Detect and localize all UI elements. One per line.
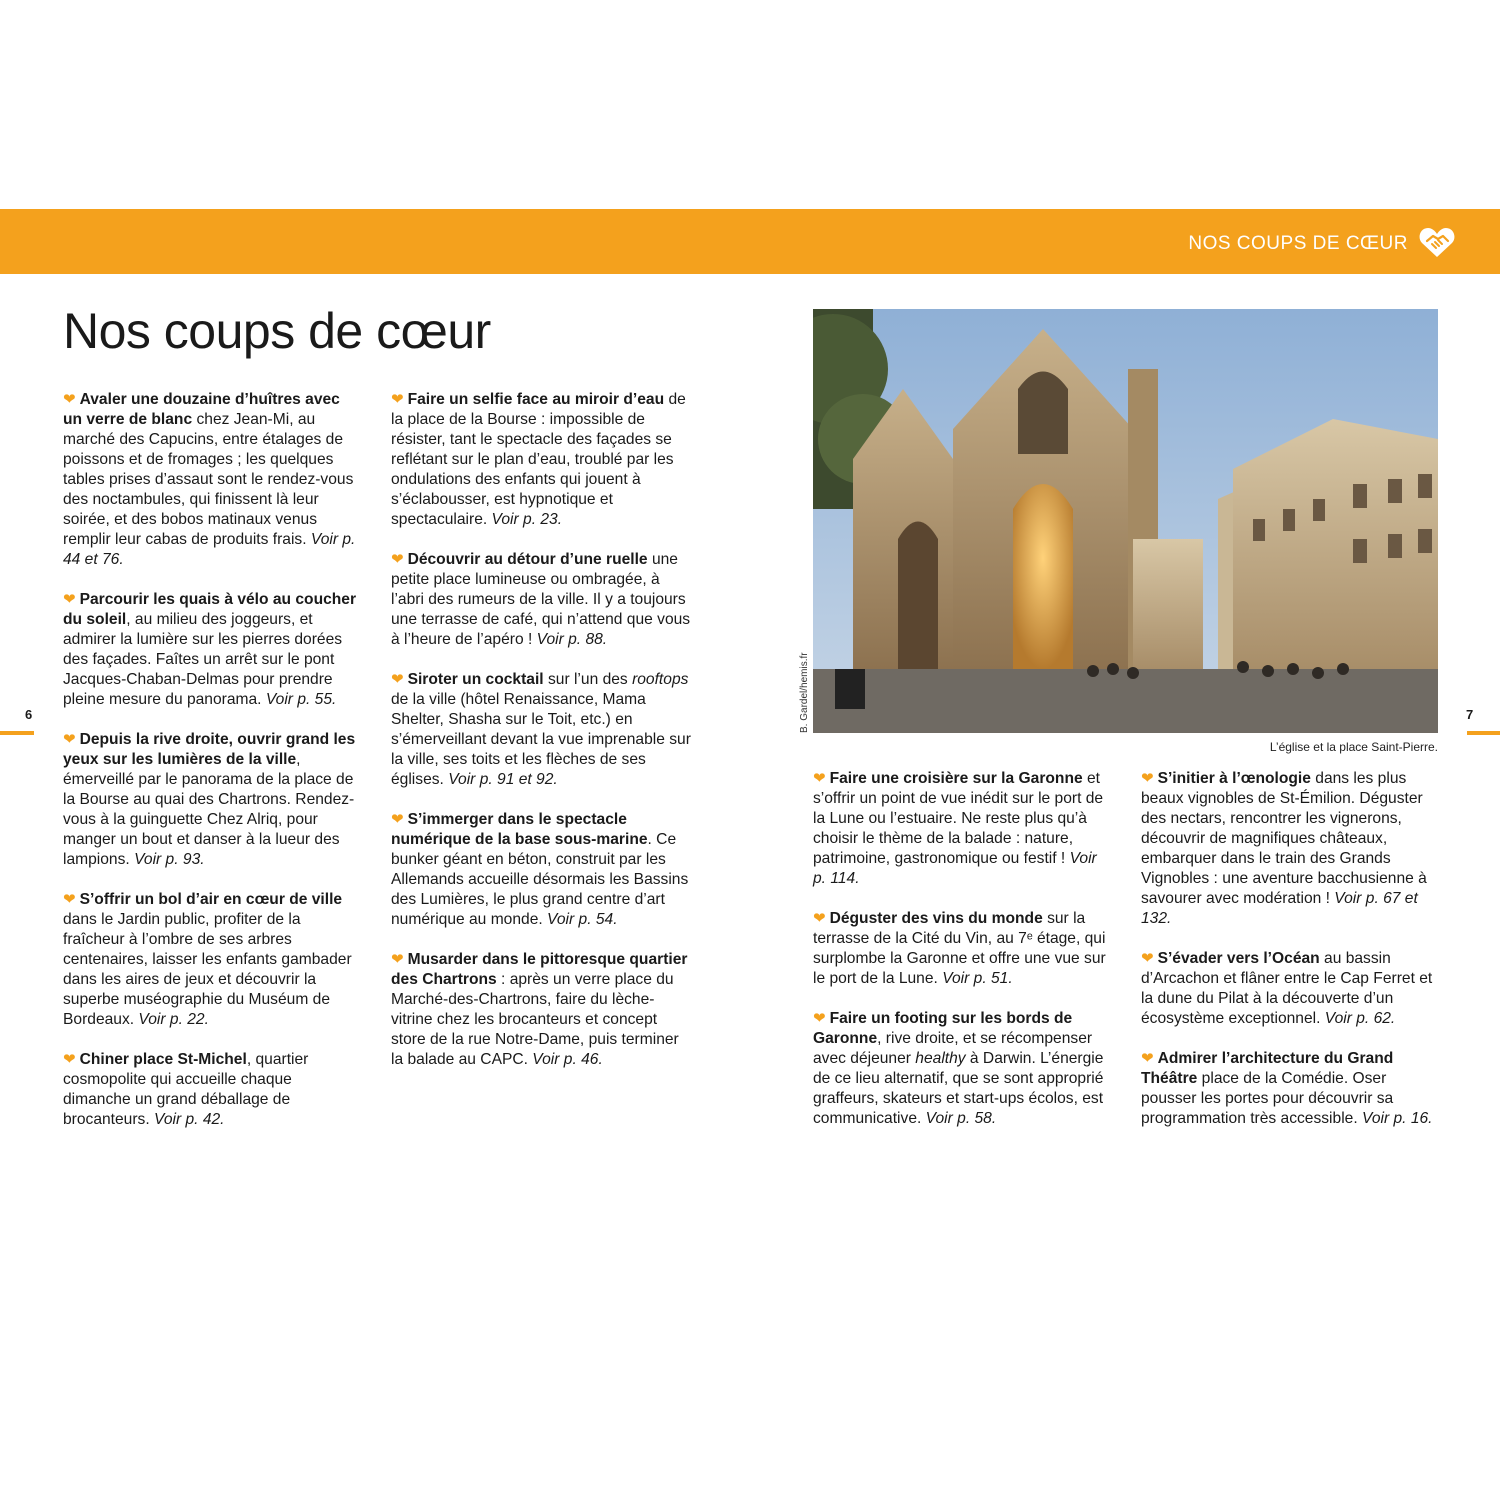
item-text: à Darwin. L’énergie de ce lieu alternatif, que se sont approprié graffeurs, skateurs et start-ups écolos, est communicative. xyxy=(813,1050,1104,1127)
heart-icon: ❤ xyxy=(391,671,404,688)
page-reference: Voir p. 46. xyxy=(532,1051,603,1068)
page-reference: Voir p. 58. xyxy=(925,1110,997,1127)
item-text: , au milieu des joggeurs, et admirer la lumière sur les pierres dorées des façades. Faîtes un arrêt sur le pont Jacques-Chaban-Delmas pour prendre pleine mesure du panorama. xyxy=(63,611,343,708)
item-heading: Faire une croisière sur la Garonne xyxy=(829,770,1083,787)
heart-icon: ❤ xyxy=(391,811,404,828)
page-number-left: 6 xyxy=(25,707,33,722)
item-heading: Depuis la rive droite, ouvrir grand les yeux sur les lumières de la ville xyxy=(63,731,356,768)
recommendation-item xyxy=(63,890,363,1030)
column-4 xyxy=(1141,769,1441,1149)
photo-credit: B. Gardel/hemis.fr xyxy=(799,652,810,733)
heart-icon: ❤ xyxy=(63,891,76,908)
recommendation-item xyxy=(63,730,363,870)
item-emphasis: rooftops xyxy=(632,671,689,688)
item-text: dans les plus beaux vignobles de St-Émilion. Déguster des nectars, rencontrer les vignerons, découvrir de magnifiques châteaux, embarquer dans le train des Grands Vignobles : une aventure bacchusienne à savourer avec modération ! xyxy=(1141,770,1427,907)
item-emphasis: healthy xyxy=(915,1050,966,1067)
recommendation-item xyxy=(1141,1049,1441,1129)
page-reference: Voir p. 114. xyxy=(813,850,1097,887)
heart-icon: ❤ xyxy=(1141,1050,1154,1067)
item-heading: S’immerger dans le spectacle numérique de la base sous-marine xyxy=(391,811,648,848)
item-text: , rive droite, et se récompenser avec déjeuner xyxy=(813,1030,1093,1067)
recommendation-item xyxy=(813,769,1113,889)
heart-icon: ❤ xyxy=(391,391,404,408)
item-heading: Avaler une douzaine d’huîtres avec un verre de blanc xyxy=(63,391,340,428)
item-heading: Admirer l’architecture du Grand Théâtre xyxy=(1141,1050,1394,1087)
item-text: . Ce bunker géant en béton, construit par les Allemands accueille désormais les Bassins des Lumières, le plus grand centre d’art numérique au monde. xyxy=(391,831,689,928)
heart-icon: ❤ xyxy=(813,910,826,927)
page-number-right: 7 xyxy=(1466,707,1474,722)
header-band xyxy=(0,209,1500,274)
recommendation-item xyxy=(813,909,1113,989)
page-number-bar-left xyxy=(0,731,34,735)
recommendation-item xyxy=(391,390,691,530)
page-reference: Voir p. 23. xyxy=(491,511,563,528)
item-heading: Musarder dans le pittoresque quartier des Chartrons xyxy=(391,951,688,988)
recommendation-item xyxy=(63,1050,363,1130)
heart-icon: ❤ xyxy=(63,731,76,748)
item-heading: Parcourir les quais à vélo au coucher du soleil xyxy=(63,591,357,628)
heart-icon: ❤ xyxy=(1141,770,1154,787)
page-number-bar-right xyxy=(1467,731,1500,735)
item-heading: Déguster des vins du monde xyxy=(829,910,1043,927)
item-heading: Découvrir au détour d’une ruelle xyxy=(407,551,648,568)
heart-icon: ❤ xyxy=(813,1010,826,1027)
page-title: Nos coups de cœur xyxy=(63,303,491,359)
item-text: sur la terrasse de la Cité du Vin, au 7ᵉ étage, qui surplombe la Garonne et offre une vue sur le port de la Lune. xyxy=(813,910,1106,987)
item-text: dans le Jardin public, profiter de la fraîcheur à l’ombre de ses arbres centenaires, laisser les enfants gambader dans les aires de jeux et découvrir la superbe muséographie du Muséum de Bordeaux. xyxy=(63,911,352,1028)
page-reference: Voir p. 62. xyxy=(1324,1010,1396,1027)
item-heading: Chiner place St-Michel xyxy=(79,1051,247,1068)
recommendation-item xyxy=(391,810,691,930)
item-text: et s’offrir un point de vue inédit sur le port de la Lune ou l’estuaire. Ne reste plus qu’à choisir le thème de la balade : nature, patrimoine, gastronomique ou festif ! xyxy=(813,770,1104,867)
page-reference: Voir p. 67 et 132. xyxy=(1141,890,1418,927)
heart-icon: ❤ xyxy=(63,391,76,408)
column-2 xyxy=(391,390,691,1090)
page-reference: Voir p. 93. xyxy=(134,851,205,868)
item-text: chez Jean-Mi, au marché des Capucins, entre étalages de poissons et de fromages ; les quelques tables prises d’assaut sont le rendez-vous des noctambules, qui finissent là leur soirée, et des bobos matinaux venus remplir leur cabas de produits frais. xyxy=(63,411,354,548)
recommendation-item xyxy=(391,670,691,790)
column-3 xyxy=(813,769,1113,1149)
recommendation-item xyxy=(391,550,691,650)
page-reference: Voir p. 51. xyxy=(942,970,1013,987)
item-heading: Faire un selfie face au miroir d’eau xyxy=(407,391,665,408)
item-heading: S’initier à l’œnologie xyxy=(1157,770,1311,787)
column-1 xyxy=(63,390,363,1150)
heart-icon: ❤ xyxy=(813,770,826,787)
recommendation-item xyxy=(1141,949,1441,1029)
handshake-heart-icon xyxy=(1418,225,1456,259)
page-reference: Voir p. 54. xyxy=(547,911,618,928)
item-heading: Siroter un cocktail xyxy=(407,671,544,688)
heart-icon: ❤ xyxy=(63,591,76,608)
item-text: sur l’un des xyxy=(543,671,633,688)
item-text: : après un verre place du Marché-des-Chartrons, faire du lèche-vitrine chez les brocanteurs et concept store de la rue Notre-Dame, puis terminer la balade au CAPC. xyxy=(391,971,679,1068)
recommendation-item xyxy=(391,950,691,1070)
page-reference: Voir p. 44 et 76. xyxy=(63,531,356,568)
item-text: , émerveillé par le panorama de la place de la Bourse au quai des Chartrons. Rendez-vous à la guinguette Chez Alriq, pour manger un bout et danser à la lueur des lampions. xyxy=(63,751,355,868)
recommendation-item xyxy=(63,390,363,570)
heart-icon: ❤ xyxy=(391,951,404,968)
item-heading: Faire un footing sur les bords de Garonne xyxy=(813,1010,1073,1047)
recommendation-item xyxy=(1141,769,1441,929)
church-photo xyxy=(813,309,1438,733)
heart-icon: ❤ xyxy=(391,551,404,568)
page-reference: Voir p. 88. xyxy=(536,631,608,648)
photo-caption: L’église et la place Saint-Pierre. xyxy=(1269,740,1438,754)
item-text: une petite place lumineuse ou ombragée, à l’abri des rumeurs de la ville. Il y a toujours une terrasse de café, qui n’attend que vous à l’heure de l’apéro ! xyxy=(391,551,691,648)
item-text: de la place de la Bourse : impossible de résister, tant le spectacle des façades se reflétant sur le plan d’eau, troublé par les ondulations des enfants qui jouent à s’éclabousser, est hypnotique et spectaculaire. xyxy=(391,391,686,528)
item-heading: S’offrir un bol d’air en cœur de ville xyxy=(79,891,343,908)
recommendation-item xyxy=(63,590,363,710)
item-heading: S’évader vers l’Océan xyxy=(1157,950,1320,967)
page-reference: Voir p. 55. xyxy=(265,691,337,708)
item-text: de la ville (hôtel Renaissance, Mama Shelter, Shasha sur le Toit, etc.) en s’émerveillant devant la vue imprenable sur la ville, ses toits et les flèches de ses églises. xyxy=(391,691,691,788)
heart-icon: ❤ xyxy=(1141,950,1154,967)
page-reference: Voir p. 16. xyxy=(1362,1110,1433,1127)
page-reference: Voir p. 42. xyxy=(154,1111,225,1128)
recommendation-item xyxy=(813,1009,1113,1129)
item-text: , quartier cosmopolite qui accueille chaque dimanche un grand déballage de brocanteurs. xyxy=(63,1051,309,1128)
item-text: place de la Comédie. Oser pousser les portes pour découvrir sa programmation très accessible. xyxy=(1141,1070,1394,1127)
page-reference: Voir p. 91 et 92. xyxy=(448,771,558,788)
page-reference: Voir p. 22. xyxy=(138,1011,209,1028)
item-text: au bassin d’Arcachon et flâner entre le Cap Ferret et la dune du Pilat à la découverte d’un écosystème exceptionnel. xyxy=(1141,950,1433,1027)
section-title: NOS COUPS DE CŒUR xyxy=(1188,233,1408,254)
heart-icon: ❤ xyxy=(63,1051,76,1068)
